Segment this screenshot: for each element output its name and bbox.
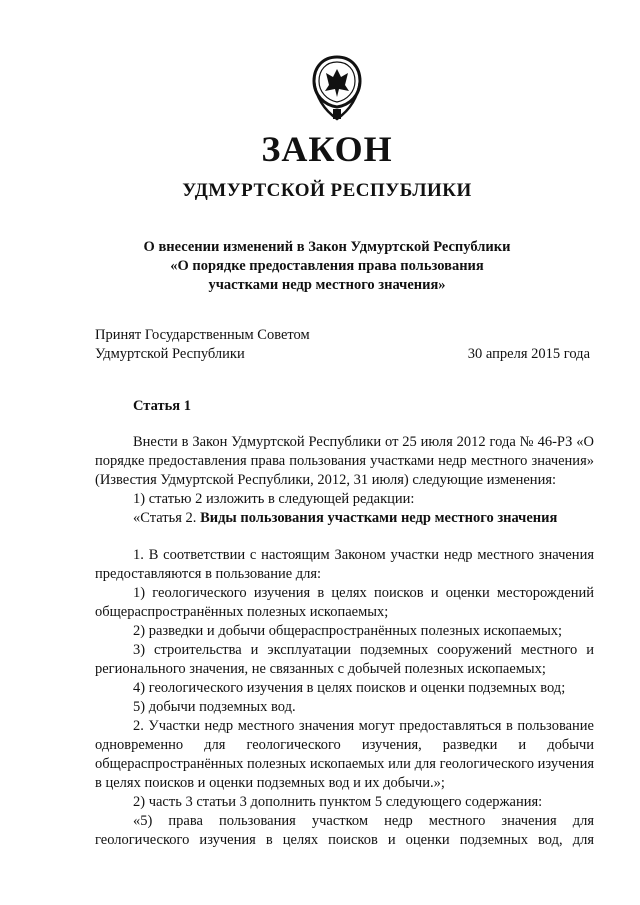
paragraph: 2) часть 3 статьи 3 дополнить пунктом 5 следующего содержания: <box>133 794 543 810</box>
document-subtitle: УДМУРТСКОЙ РЕСПУБЛИКИ <box>182 180 472 201</box>
article-body <box>95 433 594 850</box>
adopted-by-line: Принят Государственным Советом <box>95 327 310 343</box>
subject-line: «О порядке предоставления права пользования <box>170 258 484 274</box>
adopted-row <box>95 345 590 364</box>
list-item: 5) добычи подземных вод. <box>133 699 296 715</box>
paragraph: Внести в Закон Удмуртской Республики от 25 июля 2012 года № 46-РЗ «О порядке предоставления права пользования участками недр местного значения» (Известия Удмуртской Республики, 2012, 31 июля) следующие изменения: <box>95 434 594 488</box>
subject-line: участками недр местного значения» <box>208 277 446 293</box>
article-heading: Статья 1 <box>133 398 191 414</box>
document-title: ЗАКОН <box>261 129 393 169</box>
list-item: 3) строительства и эксплуатации подземных сооружений местного и регионального значения, не связанных с добычей полезных ископаемых; <box>95 642 594 677</box>
list-item: 4) геологического изучения в целях поисков и оценки подземных вод; <box>133 680 566 696</box>
paragraph <box>95 509 594 528</box>
paragraph: 1) статью 2 изложить в следующей редакции: <box>133 491 415 507</box>
paragraph: 1. В соответствии с настоящим Законом участки недр местного значения предоставляются в пользование для: <box>95 547 594 582</box>
adoption-date: 30 апреля 2015 года <box>467 346 590 362</box>
article2-title: Виды пользования участками недр местного значения <box>200 510 558 526</box>
adoption-block <box>95 326 590 364</box>
paragraph: «5) права пользования участком недр местного значения для геологического изучения в целях поисков и оценки подземных вод, для <box>95 813 594 848</box>
paragraph: 2. Участки недр местного значения могут предоставляться в пользование одновременно для геологического изучения, разведки и добычи общераспространённых полезных ископаемых или для геологического изучения в целях поисков и оценки подземных вод и их добычи.»; <box>95 718 594 791</box>
adopted-by-line: Удмуртской Республики <box>95 346 245 362</box>
subject-line: О внесении изменений в Закон Удмуртской Республики <box>143 239 511 255</box>
article2-prefix: «Статья 2. <box>133 510 201 526</box>
coat-of-arms-emblem <box>309 55 365 121</box>
list-item: 2) разведки и добычи общераспространённых полезных ископаемых; <box>133 623 563 639</box>
udmurtia-coat-of-arms-icon <box>309 55 365 121</box>
list-item: 1) геологического изучения в целях поисков и оценки месторождений общераспространённых полезных ископаемых; <box>95 585 594 620</box>
law-subject <box>0 238 640 295</box>
